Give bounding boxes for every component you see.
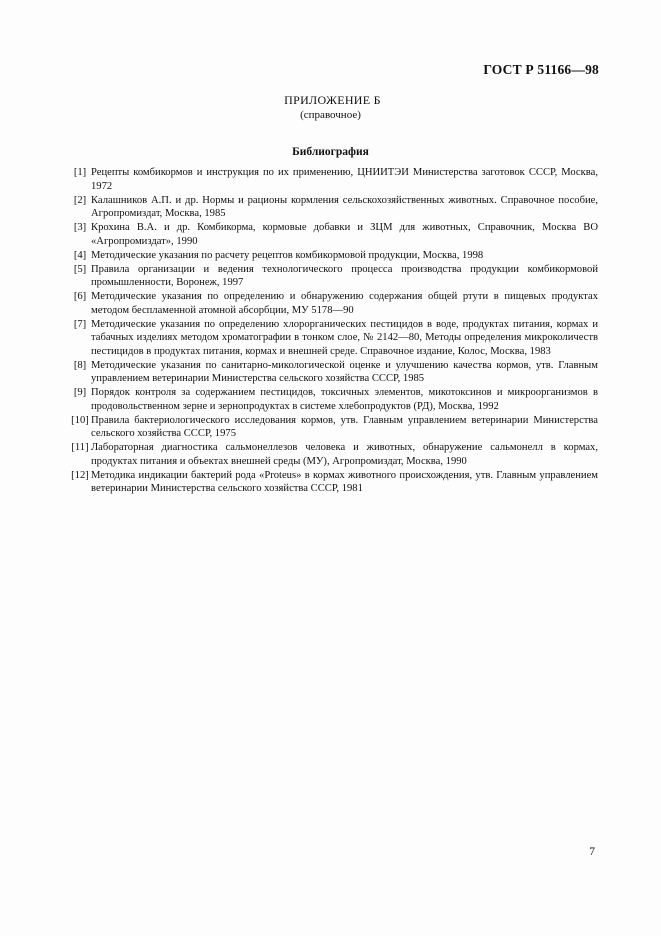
bibliography-item-number: [9] — [73, 387, 87, 398]
bibliography-item-text: Методические указания по определению хлорорганических пестицидов в воде, продуктах питания, кормах и табачных изделиях методом хроматографии в тонком слое, № 2142—80, Методы определения микроколичеств пестицидов в продуктах питания, кормах и внешней среде. Справочное издание, Колос, Москва, 1983 — [91, 318, 598, 357]
bibliography-item-text: Методика индикации бактерий рода «Proteus» в кормах животного происхождения, утв. Главным управлением ветеринарии Министерства сельского хозяйства СССР, 1981 — [91, 469, 598, 494]
bibliography-item — [62, 386, 598, 413]
bibliography-item — [62, 290, 598, 317]
bibliography-item-number: [3] — [73, 222, 87, 233]
bibliography-title: Библиография — [292, 146, 369, 158]
bibliography-item — [62, 469, 598, 496]
bibliography-item-text: Методические указания по расчету рецептов комбикормовой продукции, Москва, 1998 — [91, 249, 484, 261]
bibliography-item-number: [5] — [73, 263, 87, 275]
bibliography-item — [62, 194, 598, 221]
bibliography-item-text: Калашников А.П. и др. Нормы и рационы кормления сельскохозяйственных животных. Справочное пособие, Агропромиздат, Москва, 1985 — [91, 194, 598, 219]
bibliography-item — [62, 414, 598, 441]
bibliography-item — [62, 318, 598, 359]
document-code: ГОСТ Р 51166—98 — [483, 62, 599, 77]
bibliography-item-text: Лабораторная диагностика сальмонеллезов человека и животных, обнаружение сальмонелл в кормах, продуктах питания и объектах внешней среды (МУ), Агропромиздат, Москва, 1990 — [91, 442, 598, 467]
bibliography-item-text: Правила бактериологического исследования кормов, утв. Главным управлением ветеринарии Министерства сельского хозяйства СССР, 1975 — [91, 414, 598, 439]
bibliography-item-number: [8] — [73, 359, 87, 371]
bibliography-item — [62, 263, 598, 290]
bibliography-item-number: [10] — [71, 414, 89, 426]
bibliography-item — [62, 166, 598, 193]
bibliography-item-text: Крохина В.А. и др. Комбикорма, кормовые добавки и ЗЦМ для животных, Справочник, Москва ВО «Агропромиздат», 1990 — [91, 222, 598, 247]
bibliography-item-number: [11] — [71, 442, 89, 453]
bibliography-item — [62, 221, 598, 248]
page-number: 7 — [589, 846, 595, 858]
bibliography-item-number: [4] — [73, 249, 87, 261]
bibliography-item — [62, 441, 598, 468]
bibliography-item-text: Методические указания по определению и обнаружению содержания общей ртути в пищевых продуктах методом беспламенной атомной абсорбции, МУ 5178—90 — [91, 291, 598, 316]
bibliography-list — [62, 166, 598, 496]
bibliography-item-number: [2] — [73, 194, 87, 206]
appendix-heading — [0, 93, 661, 121]
bibliography-item-text: Правила организации и ведения технологического процесса производства продукции комбикормовой промышленности, Воронеж, 1997 — [91, 263, 598, 288]
bibliography-item-text: Рецепты комбикормов и инструкция по их применению, ЦНИИТЭИ Министерства заготовок СССР, Москва, 1972 — [91, 167, 598, 192]
appendix-title: ПРИЛОЖЕНИЕ Б — [284, 93, 381, 107]
appendix-subtitle: (справочное) — [300, 109, 361, 121]
bibliography-item-number: [6] — [73, 291, 87, 302]
bibliography-item-text: Порядок контроля за содержанием пестицидов, токсичных элементов, микотоксинов и микроорганизмов в продовольственном зерне и зернопродуктах в системе хлебопродуктов (РД), Москва, 1992 — [91, 387, 598, 412]
bibliography-item-number: [7] — [73, 318, 87, 330]
bibliography-item — [62, 359, 598, 386]
bibliography-item — [62, 249, 598, 263]
bibliography-item-text: Методические указания по санитарно-микологической оценке и улучшению качества кормов, утв. Главным управлением ветеринарии Министерства сельского хозяйства СССР, 1985 — [91, 359, 598, 384]
bibliography-item-number: [1] — [73, 167, 87, 178]
bibliography-item-number: [12] — [71, 469, 89, 481]
